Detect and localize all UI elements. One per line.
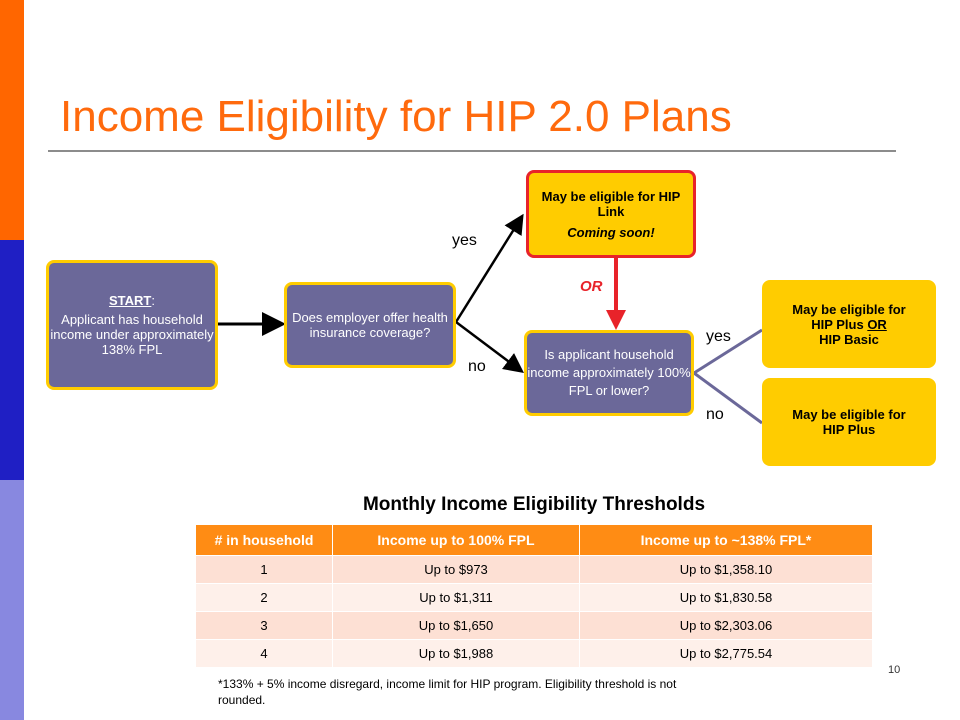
plus-basic-line2: HIP Plus <box>811 316 868 332</box>
cell-100-fpl: Up to $1,650 <box>333 612 580 640</box>
start-box <box>46 260 218 390</box>
page-number: 10 <box>888 664 901 676</box>
label-yes-household: yes <box>706 328 731 345</box>
employer-question-box <box>284 282 456 368</box>
plus-line2: HIP Plus <box>822 422 876 437</box>
cell-household: 2 <box>196 584 333 612</box>
plus-line1: May be eligible for <box>792 407 906 422</box>
cell-138-fpl: Up to $2,775.54 <box>580 640 873 668</box>
household-question-text: Is applicant household income approximately 100% FPL or lower? <box>527 347 691 398</box>
cell-100-fpl: Up to $973 <box>333 556 580 584</box>
label-or: OR <box>580 278 603 295</box>
header-household: # in household <box>196 525 333 556</box>
employer-question-text: Does employer offer health insurance coverage? <box>292 310 448 340</box>
footnote: *133% + 5% income disregard, income limit for HIP program. Eligibility threshold is not rounded. <box>218 677 677 707</box>
table-row <box>196 612 872 640</box>
table-header-row <box>196 525 872 556</box>
plus-basic-line3: HIP Basic <box>819 331 879 347</box>
hip-plus-or-basic-box <box>762 280 936 368</box>
cell-household: 4 <box>196 640 333 668</box>
cell-138-fpl: Up to $2,303.06 <box>580 612 873 640</box>
start-text: Applicant has household income under approximately 138% FPL <box>50 312 214 357</box>
label-no-household: no <box>706 406 724 423</box>
hip-link-box <box>526 170 696 258</box>
thresholds-table <box>196 525 872 667</box>
start-heading: START <box>109 293 152 308</box>
cell-household: 3 <box>196 612 333 640</box>
start-colon: : <box>151 293 155 308</box>
household-question-box <box>524 330 694 416</box>
cell-100-fpl: Up to $1,988 <box>333 640 580 668</box>
table-title: Monthly Income Eligibility Thresholds <box>362 494 706 515</box>
cell-100-fpl: Up to $1,311 <box>333 584 580 612</box>
plus-basic-or: OR <box>867 316 887 332</box>
cell-household: 1 <box>196 556 333 584</box>
line-household-no <box>694 373 762 423</box>
hip-link-text: May be eligible for HIP Link <box>541 188 681 219</box>
arrow-employer-no <box>456 322 520 370</box>
hip-link-note: Coming soon! <box>567 224 655 240</box>
cell-138-fpl: Up to $1,358.10 <box>580 556 873 584</box>
hip-plus-box <box>762 378 936 466</box>
slide-title: Income Eligibility for HIP 2.0 Plans <box>60 92 732 141</box>
table-row <box>196 640 872 668</box>
header-100-fpl: Income up to 100% FPL <box>333 525 580 556</box>
table-row <box>196 584 872 612</box>
cell-138-fpl: Up to $1,830.58 <box>580 584 873 612</box>
header-138-fpl: Income up to ~138% FPL* <box>580 525 873 556</box>
table-row <box>196 556 872 584</box>
label-yes-employer: yes <box>452 232 477 249</box>
label-no-employer: no <box>468 358 486 375</box>
plus-basic-line1: May be eligible for <box>792 301 906 317</box>
